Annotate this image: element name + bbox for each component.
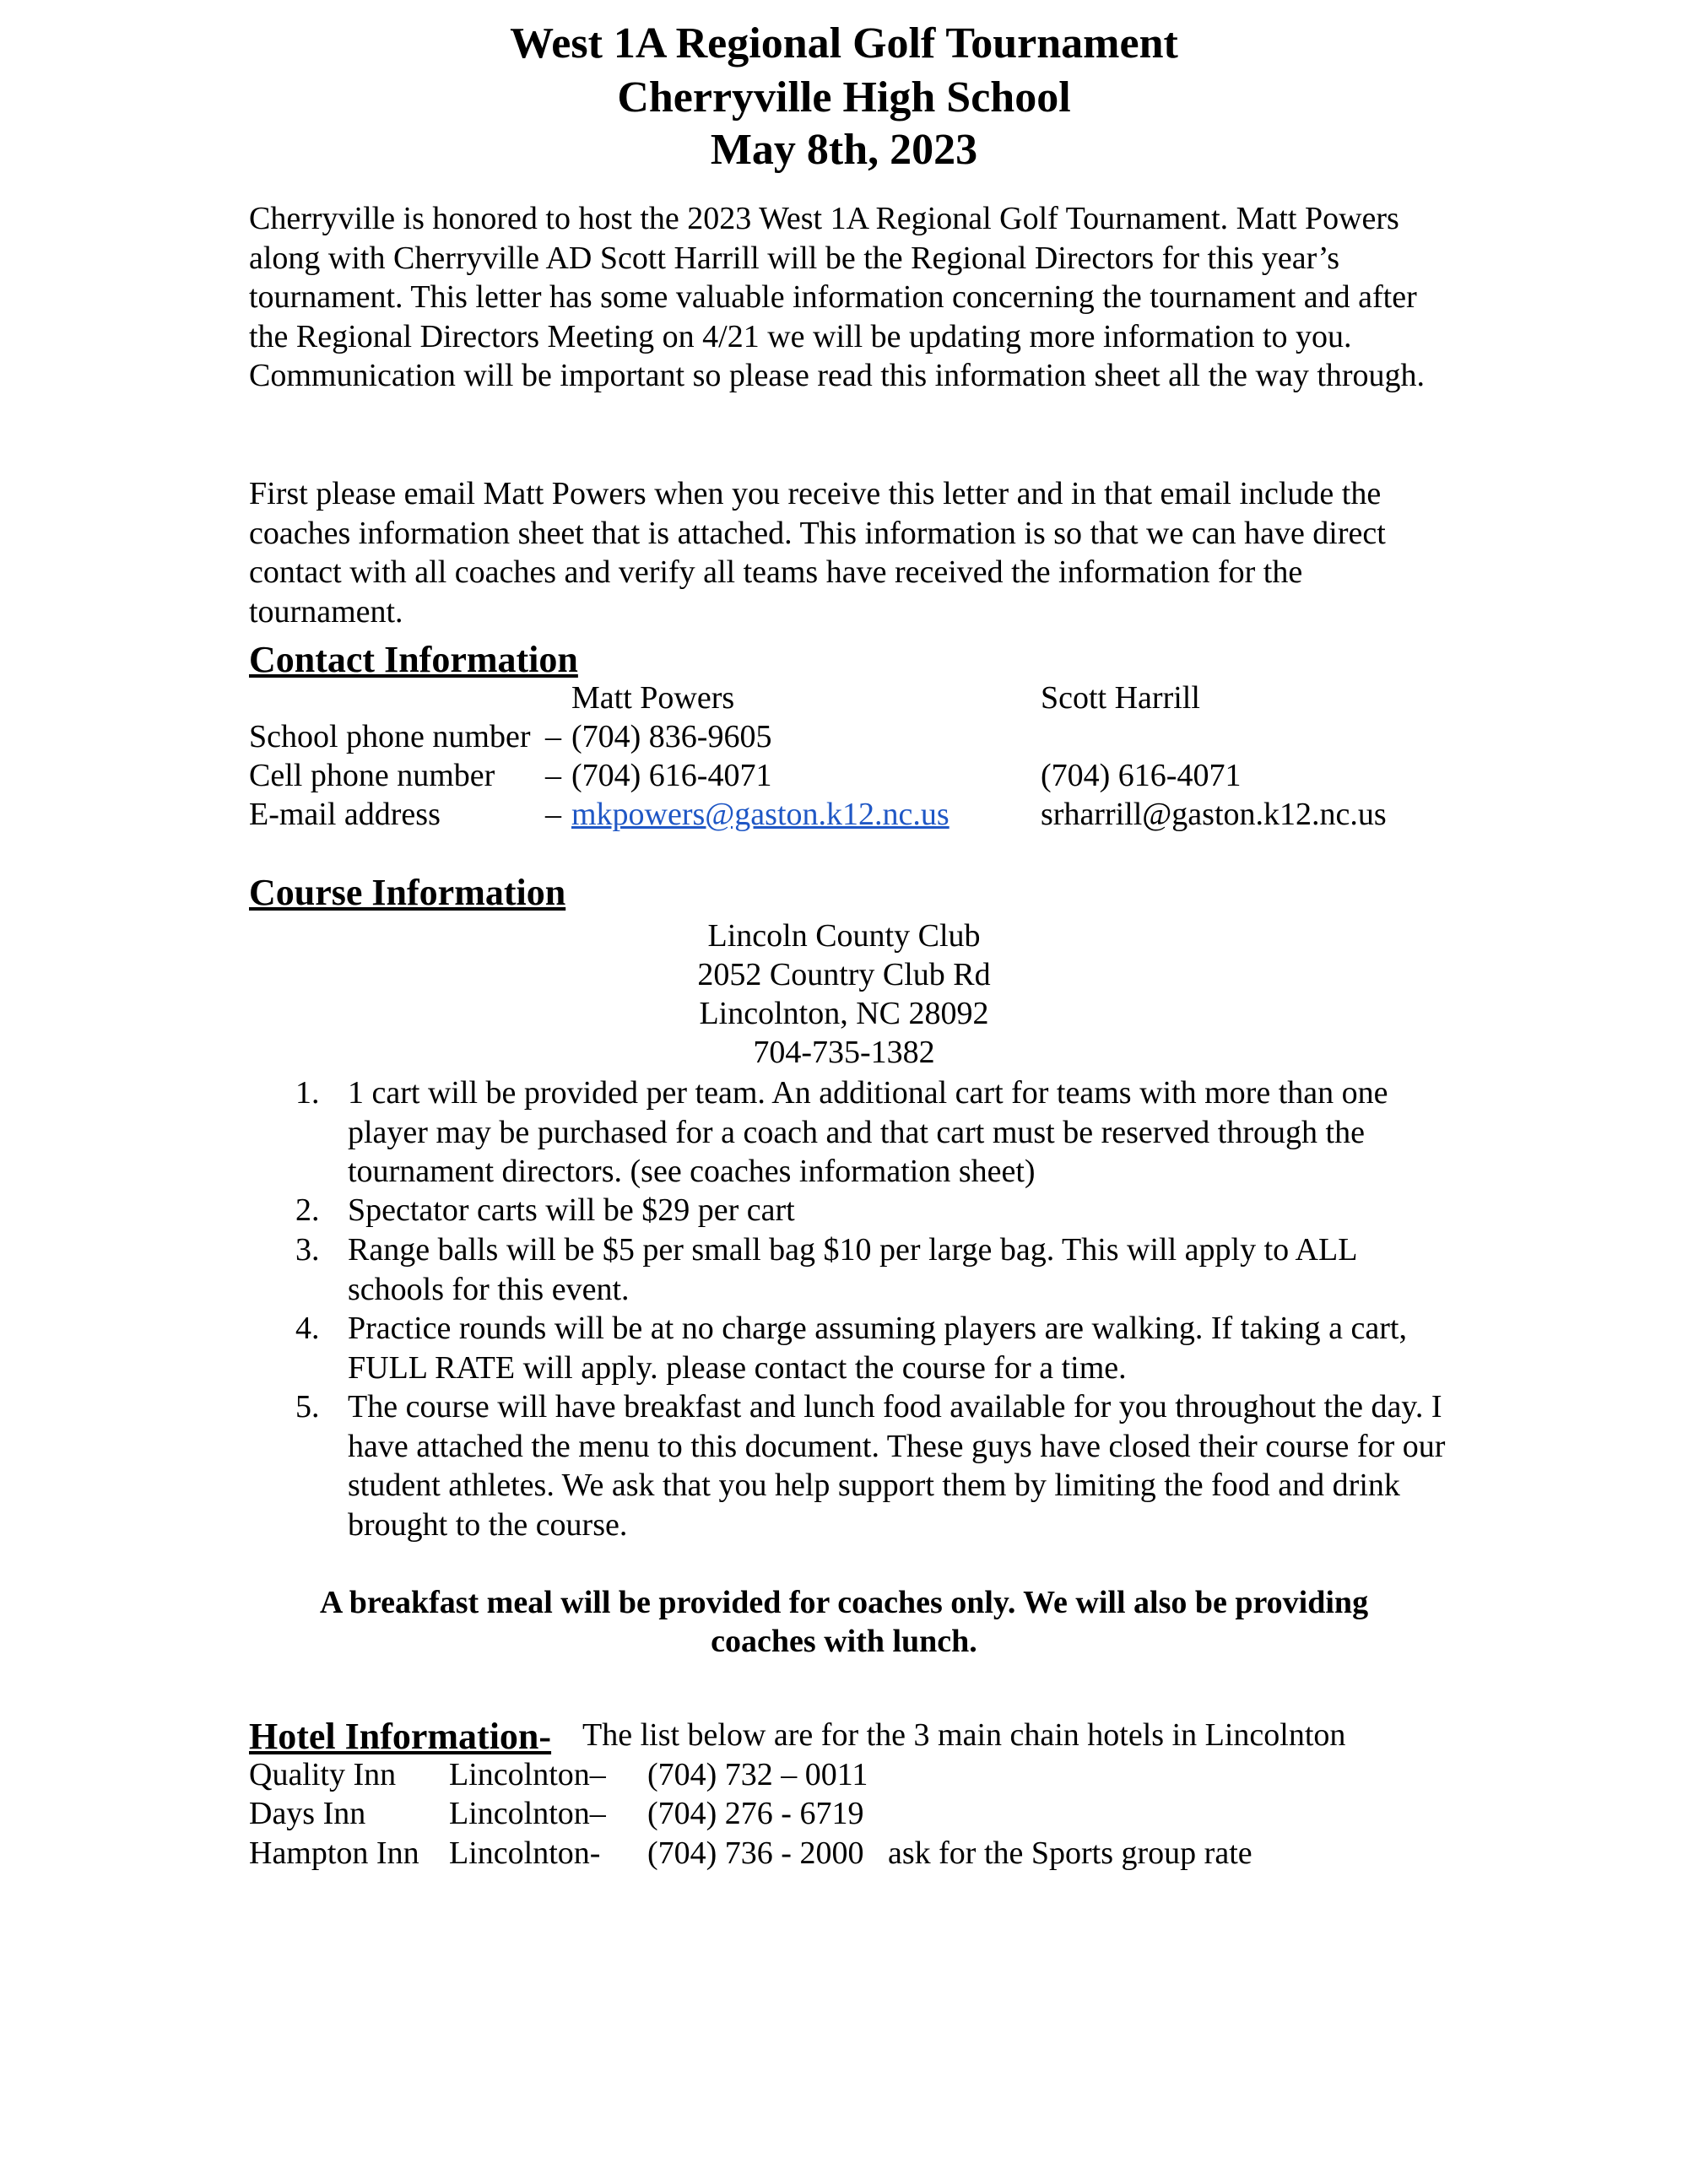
title-date: May 8th, 2023: [710, 126, 978, 174]
contact-matt-email-link[interactable]: mkpowers@gaston.k12.nc.us: [571, 797, 950, 832]
hotel-intro: The list below are for the 3 main chain hotels in Lincolnton: [582, 1717, 1346, 1753]
contact-matt-school-phone: (704) 836-9605: [571, 719, 772, 754]
course-city: Lincolnton, NC 28092: [699, 996, 989, 1031]
contact-separator: –: [545, 719, 561, 754]
course-item-number: 5.: [295, 1389, 320, 1424]
course-item-number: 4.: [295, 1311, 320, 1346]
hotel-name: Days Inn: [249, 1796, 366, 1831]
contact-scott-cell-phone: (704) 616-4071: [1041, 758, 1242, 793]
course-heading: Course Information: [249, 872, 566, 913]
course-street: 2052 Country Club Rd: [697, 957, 991, 992]
course-item-text: Spectator carts will be $29 per cart: [348, 1192, 795, 1228]
contact-label-cell-phone: Cell phone number: [249, 758, 495, 793]
hotel-name: Hampton Inn: [249, 1835, 419, 1871]
contact-scott-email: srharrill@gaston.k12.nc.us: [1041, 797, 1387, 832]
contact-heading: Contact Information: [249, 639, 578, 680]
intro-paragraph-1: Cherryville is honored to host the 2023 West 1A Regional Golf Tournament. Matt Powers along with Cherryville AD Scott Harrill will be the Regional Directors for this year’s tournament. This letter has some valuable information concerning the tournament and after the Regional Directors Meeting on 4/21 we will be updating more information to you. Communication will be important so please read this information sheet all the way through.: [249, 201, 1426, 393]
course-item-text: 1 cart will be provided per team. An additional cart for teams with more than one player may be purchased for a coach and that cart must be reserved through the tournament directors. (see coaches information sheet): [348, 1075, 1388, 1189]
hotel-city: Lincolnton–: [449, 1757, 606, 1792]
course-item-text: Range balls will be $5 per small bag $10 per large bag. This will apply to ALL schools for this event.: [348, 1232, 1357, 1307]
hotel-group-rate-note: ask for the Sports group rate: [888, 1835, 1252, 1871]
course-phone: 704-735-1382: [753, 1035, 935, 1070]
hotel-name: Quality Inn: [249, 1757, 397, 1792]
course-item-number: 2.: [295, 1192, 320, 1228]
hotel-heading: Hotel Information-: [249, 1716, 552, 1757]
contact-separator: –: [545, 797, 561, 832]
contact-name-matt: Matt Powers: [571, 680, 735, 716]
contact-name-scott: Scott Harrill: [1041, 680, 1200, 716]
course-name: Lincoln County Club: [707, 918, 981, 954]
course-item-text: The course will have breakfast and lunch food available for you throughout the day. I have attached the menu to this document. These guys have closed their course for our student athletes. We ask that you help support them by limiting the food and drink brought to the course.: [348, 1389, 1446, 1543]
contact-label-email: E-mail address: [249, 797, 441, 832]
contact-separator: –: [545, 758, 561, 793]
hotel-city: Lincolnton–: [449, 1796, 606, 1831]
hotel-city: Lincolnton-: [449, 1835, 601, 1871]
contact-matt-cell-phone: (704) 616-4071: [571, 758, 772, 793]
course-item-number: 1.: [295, 1075, 320, 1111]
hotel-phone: (704) 276 - 6719: [647, 1796, 864, 1831]
course-item-number: 3.: [295, 1232, 320, 1268]
hotel-phone: (704) 736 - 2000: [647, 1835, 864, 1871]
hotel-phone: (704) 732 – 0011: [647, 1757, 868, 1792]
contact-label-school-phone: School phone number: [249, 719, 531, 754]
coaches-meal-note: A breakfast meal will be provided for coaches only. We will also be providing coaches with lunch.: [319, 1585, 1369, 1659]
course-item-text: Practice rounds will be at no charge assuming players are walking. If taking a cart, FULL RATE will apply. please contact the course for a time.: [348, 1311, 1407, 1386]
intro-paragraph-2: First please email Matt Powers when you receive this letter and in that email include the coaches information sheet that is attached. This information is so that we can have direct contact with all coaches and verify all teams have received the information for the tournament.: [249, 476, 1386, 630]
title-school: Cherryville High School: [617, 73, 1071, 122]
title-tournament: West 1A Regional Golf Tournament: [510, 19, 1178, 68]
